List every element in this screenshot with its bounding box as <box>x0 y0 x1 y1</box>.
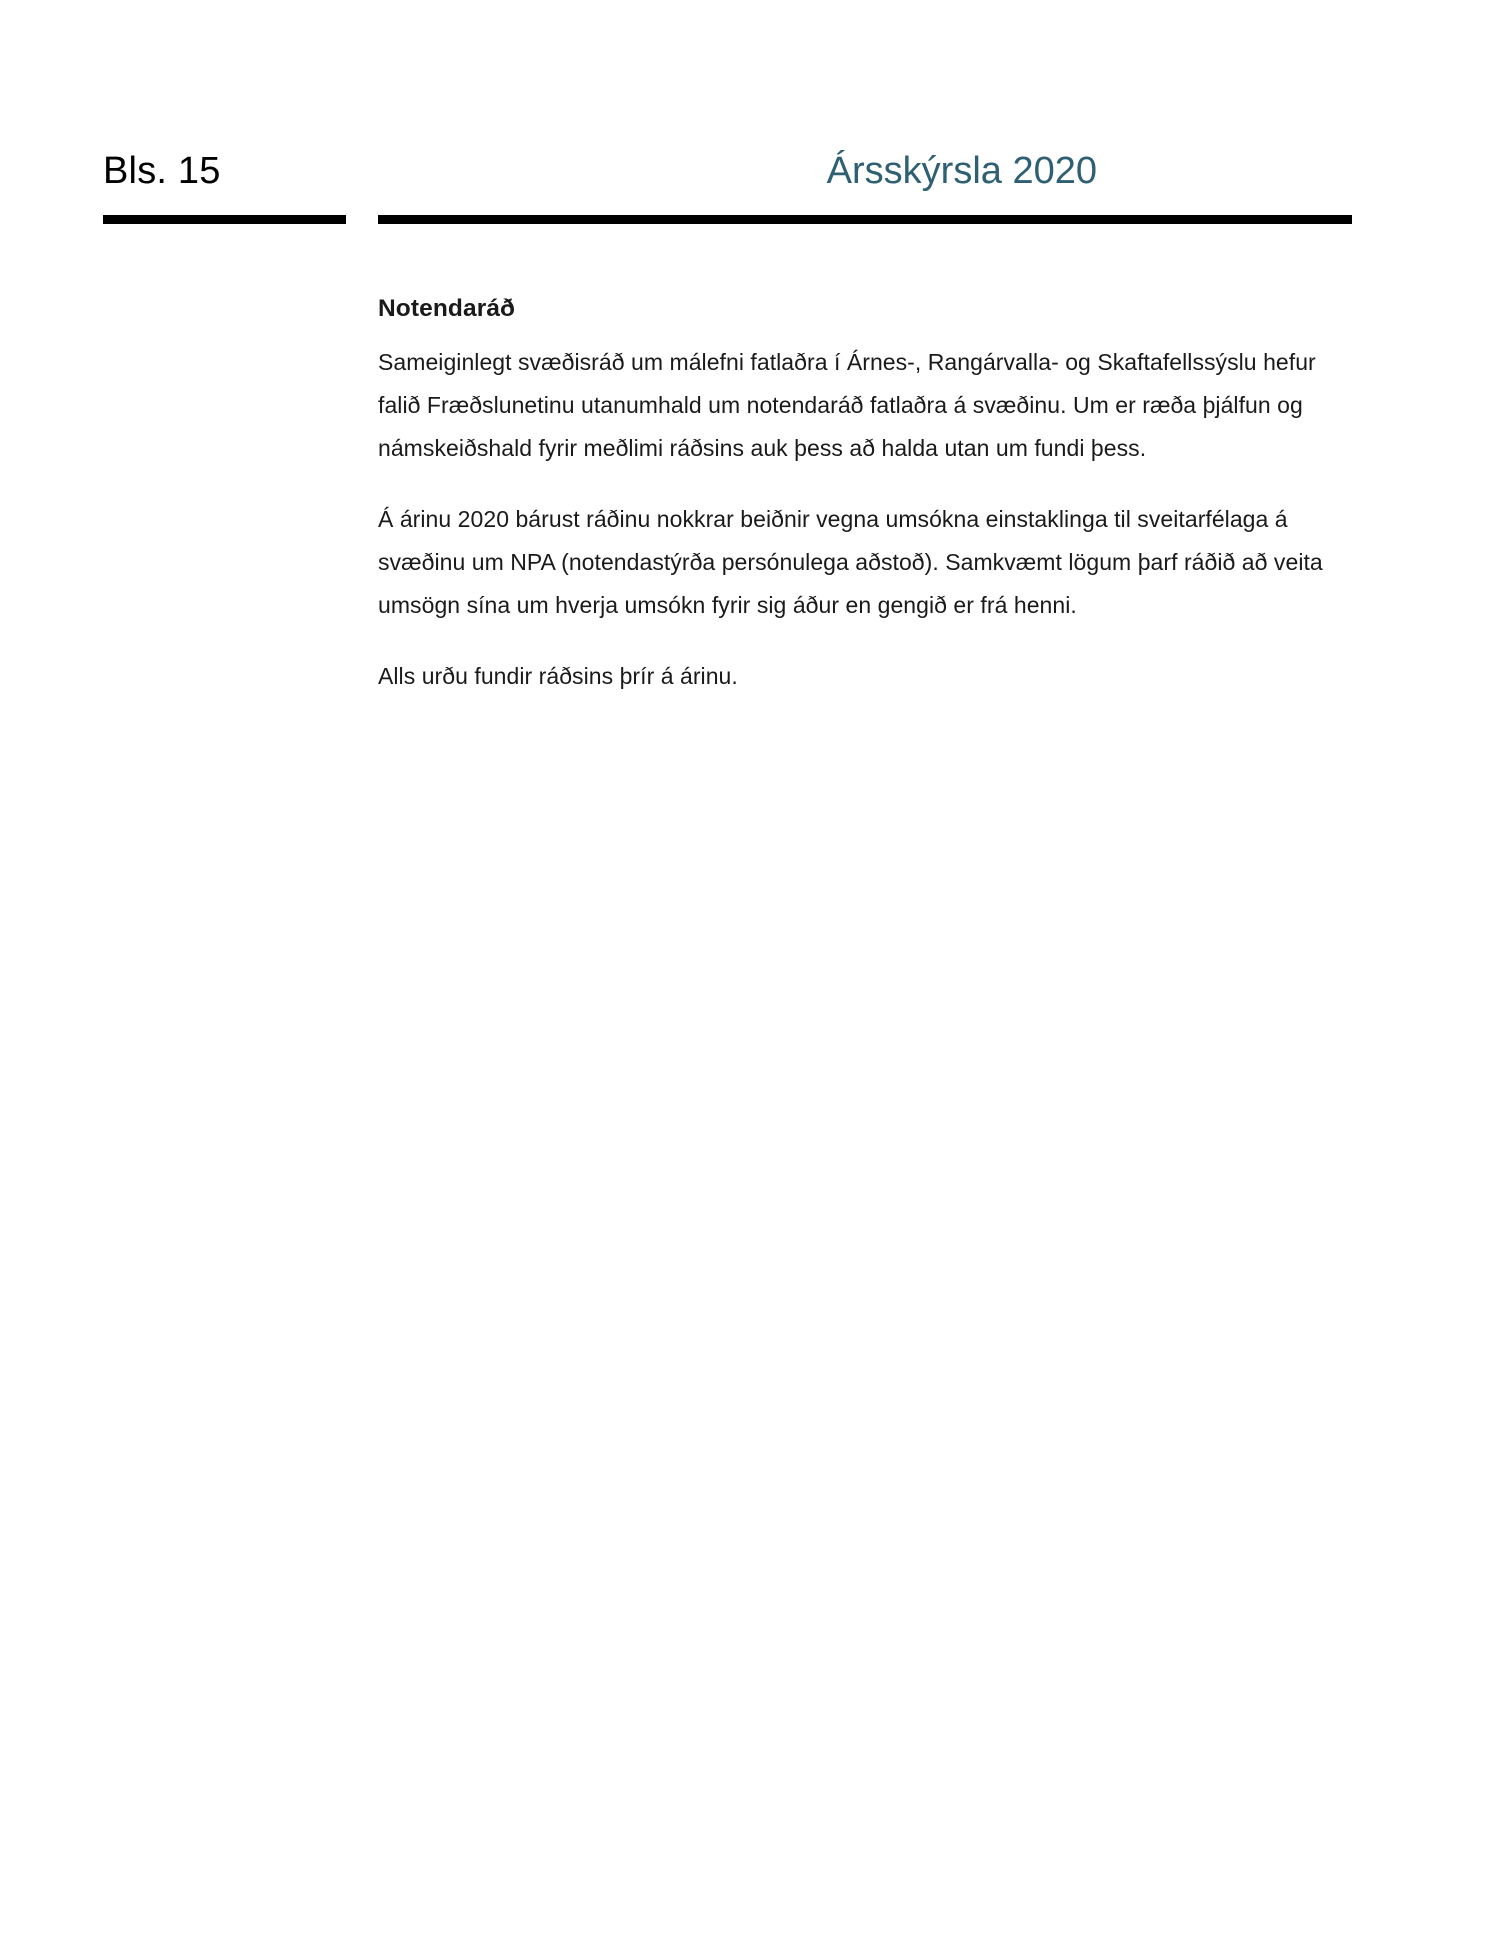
body-paragraph: Alls urðu fundir ráðsins þrír á árinu. <box>378 663 738 689</box>
report-title: Ársskýrsla 2020 <box>826 150 1097 192</box>
document-body <box>378 295 1353 698</box>
header-rule-left <box>103 215 346 224</box>
body-paragraph: Á árinu 2020 bárust ráðinu nokkrar beiðnir vegna umsókna einstaklinga til sveitarfélaga á svæðinu um NPA (notendastýrða persónulega aðstoð). Samkvæmt lögum þarf ráðið að veita umsögn sína um hverja umsókn fyrir sig áður en gengið er frá henni. <box>378 506 1323 618</box>
section-heading: Notendaráð <box>378 295 516 322</box>
body-paragraph: Sameiginlegt svæðisráð um málefni fatlaðra í Árnes-, Rangárvalla- og Skaftafellssýslu hefur falið Fræðslunetinu utanumhald um notendaráð fatlaðra á svæðinu. Um er ræða þjálfun og námskeiðshald fyrir meðlimi ráðsins auk þess að halda utan um fundi þess. <box>378 349 1316 461</box>
header-rule-right <box>378 215 1352 224</box>
page-number-label: Bls. 15 <box>103 150 221 192</box>
page-header <box>0 148 1500 218</box>
